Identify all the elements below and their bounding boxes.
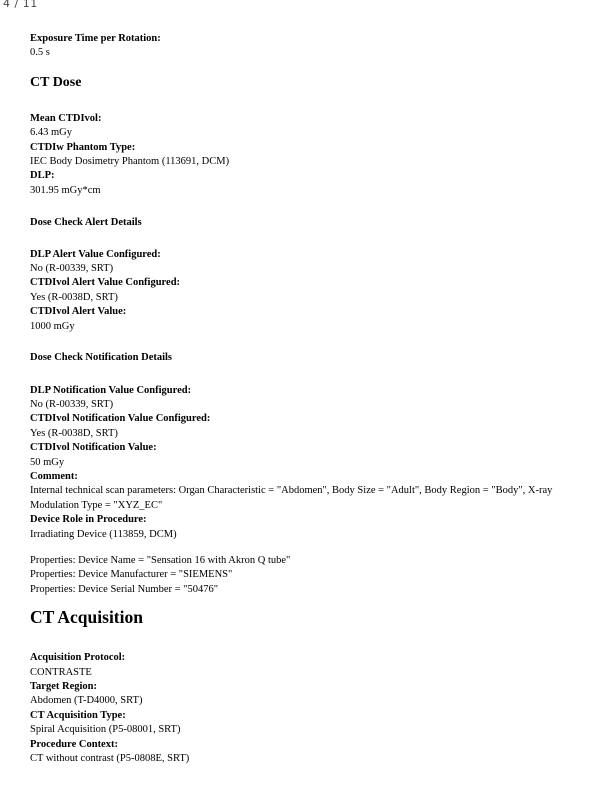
field-value: 50 mGy xyxy=(30,456,65,468)
field-ct-acquisition-type xyxy=(30,709,582,738)
section-title-ct-acquisition: CT Acquisition xyxy=(30,607,143,628)
field-value: Yes (R-0038D, SRT) xyxy=(30,427,118,439)
property-device-name: Properties: Device Name = "Sensation 16 with Akron Q tube" xyxy=(30,554,291,566)
field-value: 1000 mGy xyxy=(30,320,75,332)
field-target-region xyxy=(30,680,582,709)
field-label: Device Role in Procedure: xyxy=(30,514,147,526)
section-title-ct-dose: CT Dose xyxy=(30,74,82,90)
device-properties xyxy=(30,554,582,597)
property-device-manufacturer: Properties: Device Manufacturer = "SIEMENS" xyxy=(30,569,233,581)
field-label: CTDIvol Alert Value Configured: xyxy=(30,277,181,289)
field-acquisition-protocol xyxy=(30,651,582,680)
field-label: CTDIvol Notification Value Configured: xyxy=(30,413,211,425)
field-device-role xyxy=(30,513,582,542)
section-ct-dose xyxy=(30,75,582,597)
field-label: CTDIvol Notification Value: xyxy=(30,442,157,454)
field-value: 6.43 mGy xyxy=(30,127,72,139)
field-comment xyxy=(30,470,582,513)
field-label: Acquisition Protocol: xyxy=(30,652,126,664)
field-label: CTDIw Phantom Type: xyxy=(30,141,136,153)
field-label: Mean CTDIvol: xyxy=(30,112,102,124)
field-ctdivol-alert-value xyxy=(30,305,582,334)
field-dlp-notification-configured xyxy=(30,384,582,413)
page-counter: 4 / 11 xyxy=(3,0,38,10)
field-value: Abdomen (T-D4000, SRT) xyxy=(30,695,143,707)
field-value: IEC Body Dosimetry Phantom (113691, DCM) xyxy=(30,156,230,168)
field-label: DLP Alert Value Configured: xyxy=(30,248,161,260)
subheading-dose-check-alert: Dose Check Alert Details xyxy=(30,217,142,229)
field-ctdivol-notification-value xyxy=(30,441,582,470)
field-label: Exposure Time per Rotation: xyxy=(30,33,161,44)
field-label: Target Region: xyxy=(30,681,97,692)
field-ctdivol-notification-configured xyxy=(30,412,582,441)
field-value: CONTRASTE xyxy=(30,666,92,678)
field-value: Spiral Acquisition (P5-08001, SRT) xyxy=(30,724,181,736)
field-value: CT without contrast (P5-0808E, SRT) xyxy=(30,753,190,765)
field-mean-ctdivol xyxy=(30,112,582,141)
field-label: DLP: xyxy=(30,170,55,182)
field-label: CTDIvol Alert Value: xyxy=(30,306,127,318)
subheading-dose-check-notification: Dose Check Notification Details xyxy=(30,352,173,364)
field-dlp-alert-configured xyxy=(30,248,582,277)
field-label: Comment: xyxy=(30,470,78,482)
field-value: Internal technical scan parameters: Organ Characteristic = "Abdomen", Body Size = "Adult", Body Region = "Body", X-ray Modulation Type = "XYZ_EC" xyxy=(30,485,553,511)
section-ct-acquisition xyxy=(30,608,582,766)
field-ctdiw-phantom-type xyxy=(30,141,582,170)
field-value: 0.5 s xyxy=(30,47,50,59)
field-dlp xyxy=(30,169,582,198)
field-ctdivol-alert-configured xyxy=(30,276,582,305)
field-value: Irradiating Device (113859, DCM) xyxy=(30,528,177,540)
field-exposure-time xyxy=(30,32,582,61)
field-value: No (R-00339, SRT) xyxy=(30,398,114,410)
field-label: Procedure Context: xyxy=(30,738,118,750)
field-procedure-context xyxy=(30,738,582,767)
field-label: DLP Notification Value Configured: xyxy=(30,384,192,396)
property-device-serial-number: Properties: Device Serial Number = "50476" xyxy=(30,583,218,595)
field-value: Yes (R-0038D, SRT) xyxy=(30,291,118,303)
field-value: 301.95 mGy*cm xyxy=(30,184,101,196)
field-value: No (R-00339, SRT) xyxy=(30,263,114,275)
field-label: CT Acquisition Type: xyxy=(30,709,126,721)
